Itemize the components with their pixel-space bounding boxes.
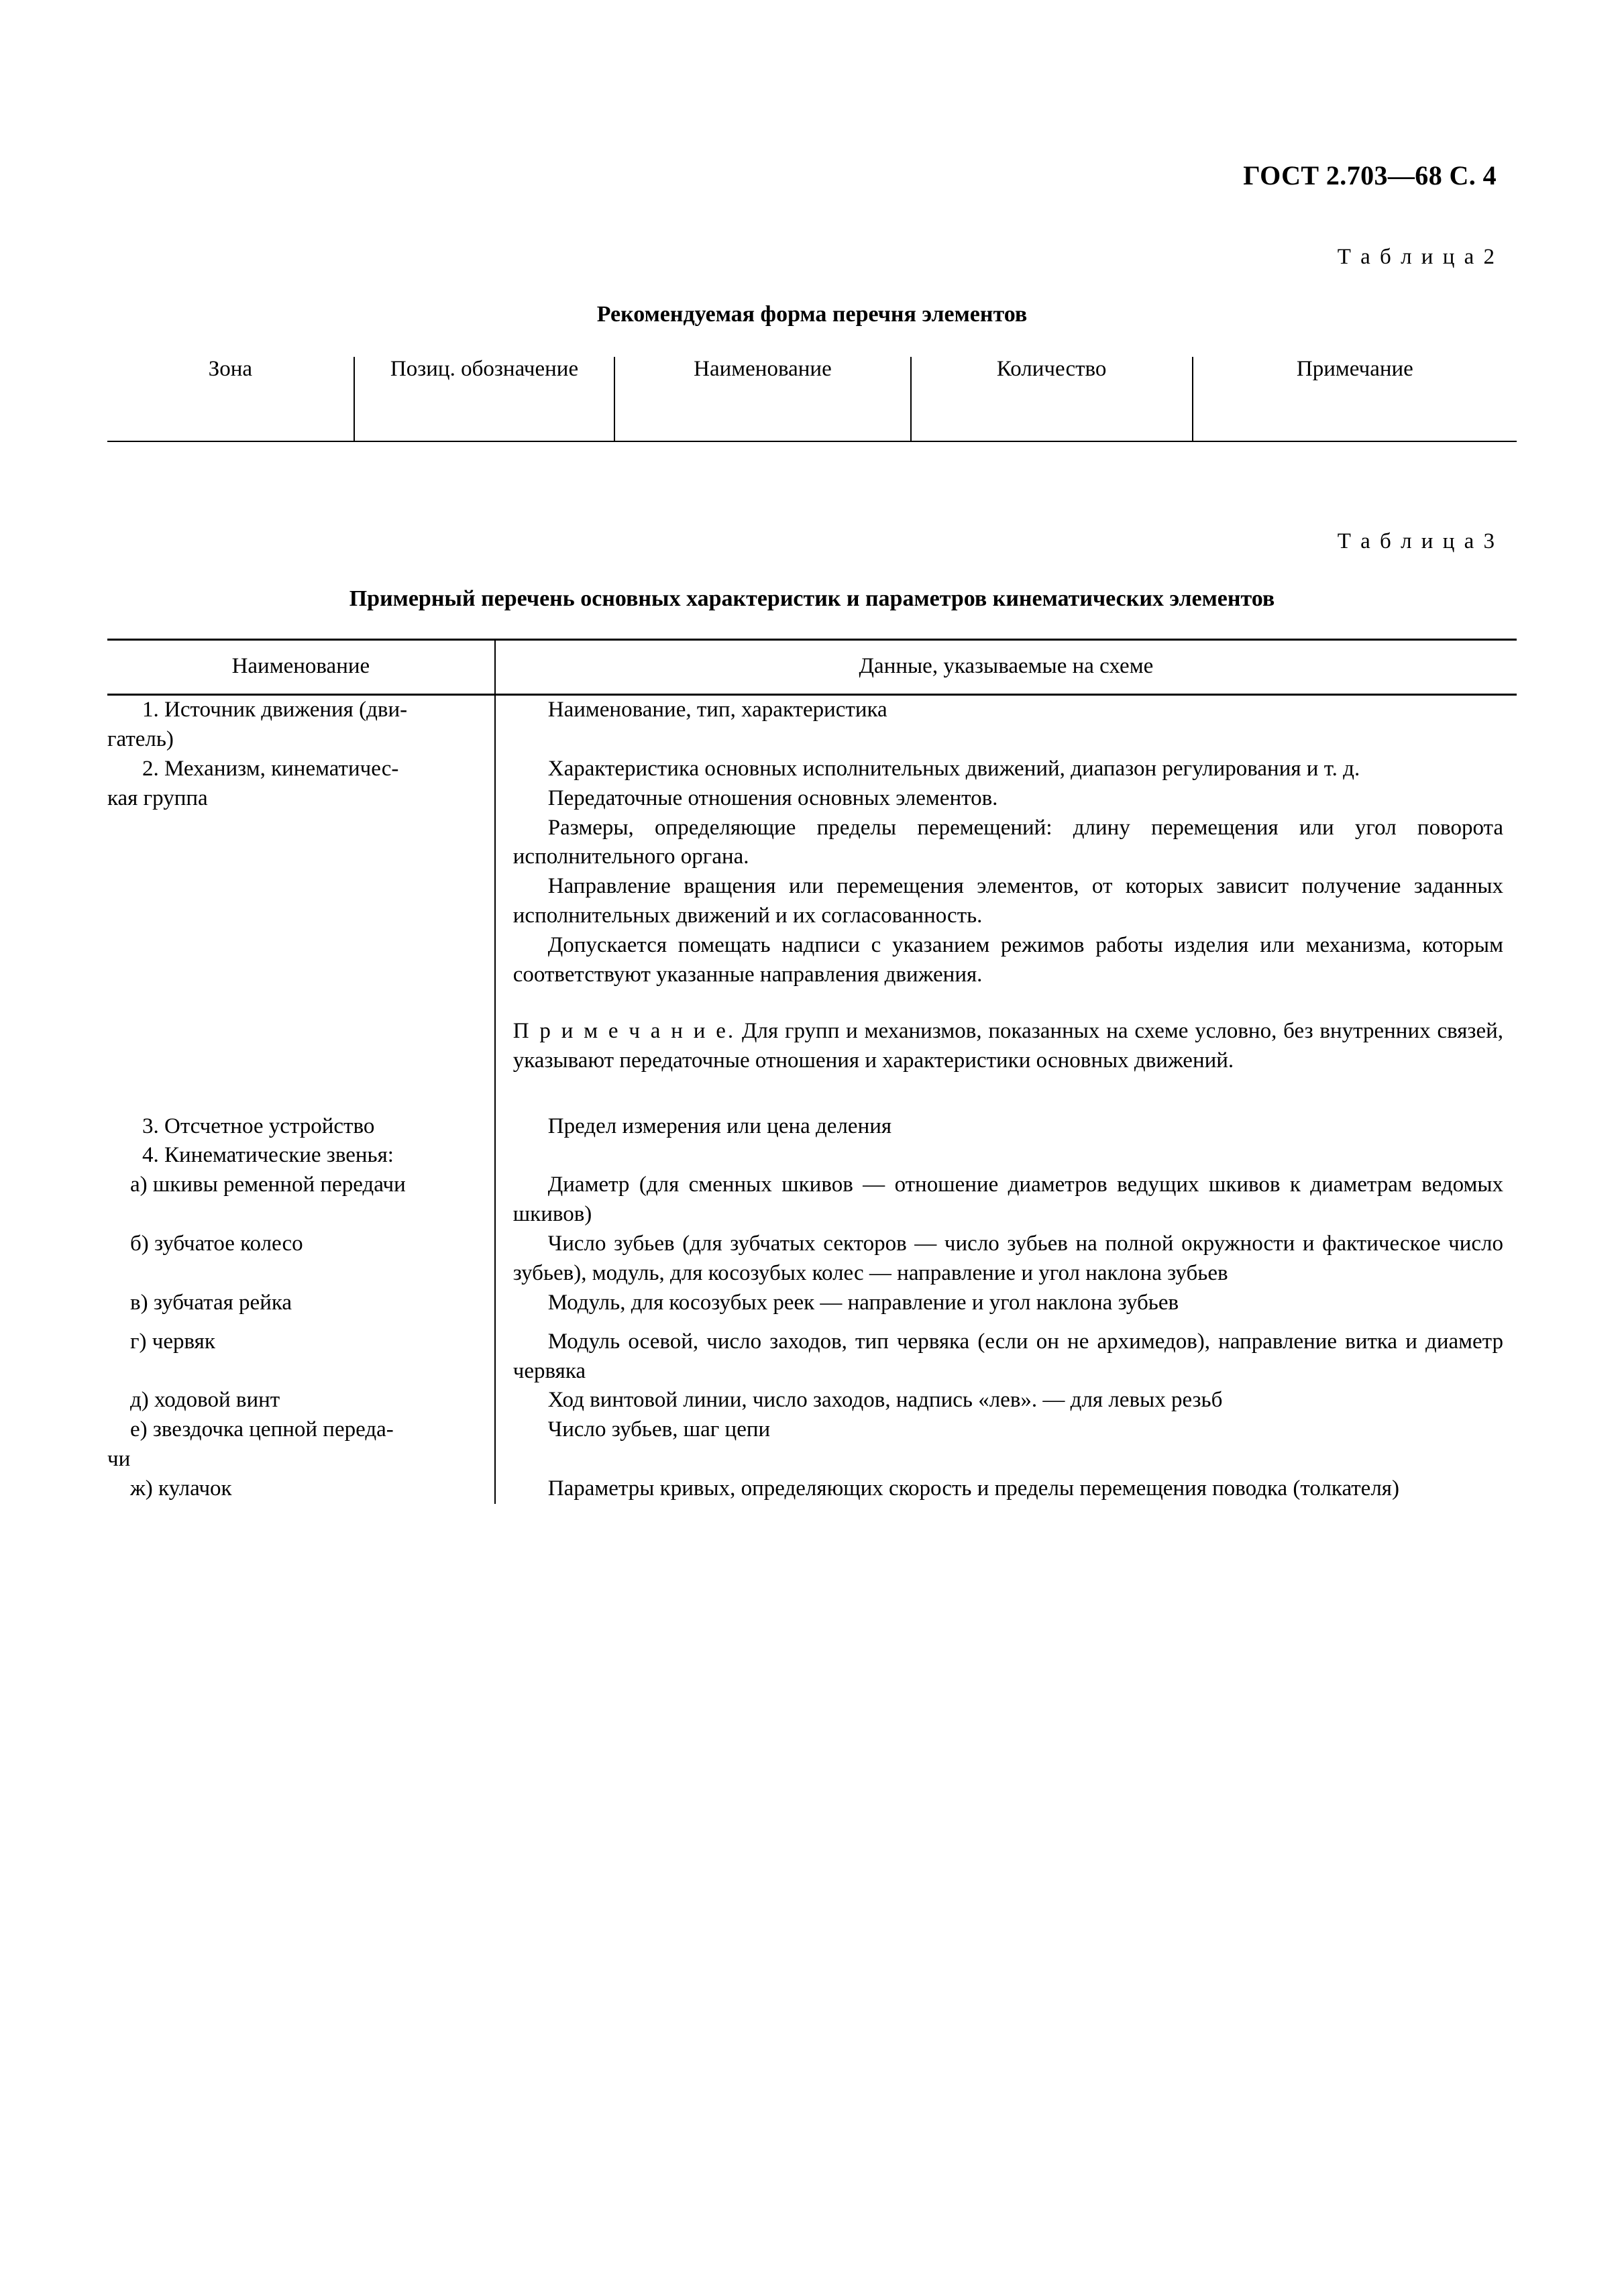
table3-row8-data: Модуль осевой, число заходов, тип червяка (если он не архимедов), направление витка и диаметр червяка (495, 1318, 1517, 1387)
table3-row8-name: г) червяк (130, 1329, 215, 1354)
note-label: П р и м е ч а н и е. (512, 1018, 736, 1043)
table3-row9-data: Ход винтовой линии, число заходов, надпись «лев». — для левых резьб (495, 1386, 1517, 1415)
table3-row2-data: Характеристика основных исполнительных движений, диапазон регулирования и т. д. Передаточные отношения основных элементов. Размеры, определяющие пределы перемещений: длину перемещения или угол поворота исполнительного органа. Направление вращения или перемещения элементов, от которых зависит получение заданных исполнительных движений и их согласованность. Допускается помещать надписи с указанием режимов работы изделия или механизма, которым соответствуют указанные направления движения. П р и м е ч а н и е. Для групп и механизмов, показанных на схеме условно, без внутренних связей, указывают передаточные отношения и характеристики основных движений. (495, 755, 1517, 1076)
table3-col-naimenovanie: Наименование (107, 640, 495, 695)
table2-number-label: Т а б л и ц а 2 (1337, 245, 1497, 269)
table3-row2-name: 2. Механизм, кинематичес- кая группа (107, 756, 399, 810)
table3-row (107, 1386, 1517, 1415)
table3-title: Примерный перечень основных характеристик и параметров кинематических элементов (349, 586, 1275, 611)
table3-row (107, 1141, 1517, 1171)
table2-col-primechanie: Примечание (1193, 357, 1517, 382)
table3-row6-data: Число зубьев (для зубчатых секторов — число зубьев на полной окружности и фактическое число зубьев), модуль, для косозубых колес — направление и угол наклона зубьев (495, 1230, 1517, 1289)
table3-row (107, 1171, 1517, 1230)
table3-row4-name: 4. Кинематические звенья: (142, 1143, 394, 1168)
table3-container (101, 639, 1523, 1504)
table3-row9-name: д) ходовой винт (130, 1388, 280, 1413)
page-header-standard-number: ГОСТ 2.703—68 С. 4 (1243, 160, 1497, 191)
table2-cell-pozic (354, 382, 615, 441)
table3-row11-name: ж) кулачок (130, 1476, 232, 1501)
table3 (107, 639, 1517, 1504)
table3-row5-data: Диаметр (для сменных шкивов — отношение диаметров ведущих шкивов к диаметрам ведомых шкивов) (495, 1171, 1517, 1230)
table3-row5-name: а) шкивы ременной передачи (130, 1173, 406, 1197)
table3-row1-data: Наименование, тип, характеристика (495, 695, 1517, 755)
table3-number-label: Т а б л и ц а 3 (1337, 529, 1497, 553)
table2-cell-zona (107, 382, 354, 441)
table3-row7-name: в) зубчатая рейка (130, 1290, 292, 1315)
table3-row6-name: б) зубчатое колесо (130, 1232, 303, 1256)
table3-header-row (107, 640, 1517, 695)
table3-row (107, 1289, 1517, 1318)
table3-col-dannye: Данные, указываемые на схеме (495, 640, 1517, 695)
table2-col-kolichestvo: Количество (911, 357, 1193, 382)
table2 (107, 357, 1517, 442)
table3-row10-data: Число зубьев, шаг цепи (495, 1415, 1517, 1474)
table3-row7-data: Модуль, для косозубых реек — направление и угол наклона зубьев (495, 1289, 1517, 1318)
table3-row3-name: 3. Отсчетное устройство (142, 1113, 375, 1138)
table2-row (107, 382, 1517, 441)
table3-row11-data: Параметры кривых, определяющих скорость и пределы перемещения поводка (толкателя) (495, 1474, 1517, 1504)
table2-header-row (107, 357, 1517, 382)
table2-col-naimenovanie: Наименование (614, 357, 910, 382)
table2-cell-kolichestvo (911, 382, 1193, 441)
table3-row10-name: е) звездочка цепной переда- чи (107, 1417, 394, 1472)
table3-row (107, 1076, 1517, 1142)
table2-cell-primechanie (1193, 382, 1517, 441)
note-text: Для групп и механизмов, показанных на схеме условно, без внутренних связей, указывают передаточные отношения и характеристики основных движений. (512, 1018, 1504, 1073)
table2-title: Рекомендуемая форма перечня элементов (596, 302, 1028, 327)
table3-row (107, 1474, 1517, 1504)
table3-row (107, 695, 1517, 755)
table2-col-zona: Зона (208, 357, 252, 381)
table2-cell-naimenovanie (614, 382, 910, 441)
table3-row (107, 1415, 1517, 1474)
table3-row4-data (495, 1141, 1517, 1171)
table3-row (107, 1318, 1517, 1387)
table3-row (107, 1230, 1517, 1289)
table3-row1-name: 1. Источник движения (дви- гатель) (107, 698, 408, 751)
table2-col-pozic: Позиц. обозначение (354, 357, 615, 382)
table2-container (101, 357, 1523, 442)
table3-row3-data: Предел измерения или цена деления (495, 1076, 1517, 1142)
table3-row2-note (513, 990, 1503, 1076)
table3-row (107, 755, 1517, 1076)
